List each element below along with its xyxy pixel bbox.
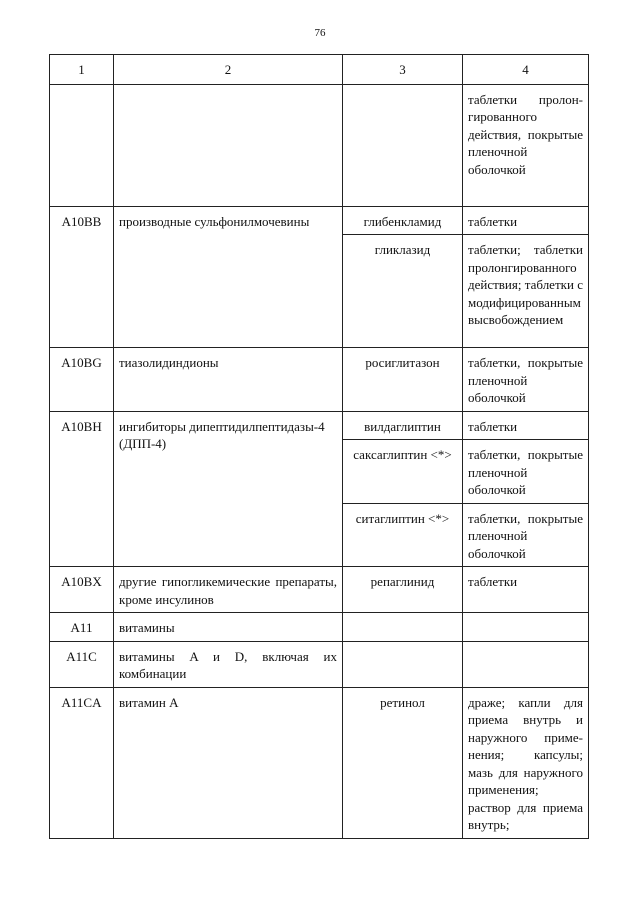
drug-cell — [343, 613, 463, 642]
table-row — [50, 613, 589, 642]
group-cell: тиазолидиндионы — [114, 348, 343, 412]
group-cell — [114, 84, 343, 206]
drug-cell: вилдаглиптин — [343, 411, 463, 440]
table-row — [50, 687, 589, 838]
page-number: 76 — [314, 27, 326, 39]
column-header-3: 3 — [343, 55, 463, 85]
dosage-form-cell: таблетки — [463, 567, 589, 613]
atc-code-cell: A11C — [50, 641, 114, 687]
group-cell: ингибиторы дипептидилпептидазы-4 (ДПП-4) — [114, 411, 343, 567]
drug-cell: репаглинид — [343, 567, 463, 613]
dosage-form-cell: таблетки; таблетки пролонгированного действия; таблетки с модифицированным высвобождением — [463, 235, 589, 348]
atc-code-cell: A10BH — [50, 411, 114, 567]
group-cell: другие гипогликемические препараты, кроме инсулинов — [114, 567, 343, 613]
table-row — [50, 206, 589, 235]
atc-code-cell: A10BB — [50, 206, 114, 348]
dosage-form-cell: таблетки — [463, 206, 589, 235]
atc-code-cell — [50, 84, 114, 206]
atc-code-cell: A10BG — [50, 348, 114, 412]
drug-table — [49, 54, 589, 839]
drug-cell — [343, 84, 463, 206]
table-row — [50, 348, 589, 412]
drug-cell: ретинол — [343, 687, 463, 838]
dosage-form-cell: таблетки пролонгированного действия, покрытые пленочной оболочкой — [463, 84, 589, 206]
drug-cell: ситаглиптин <*> — [343, 503, 463, 567]
column-header-4: 4 — [463, 55, 589, 85]
group-cell: производные сульфонилмочевины — [114, 206, 343, 348]
table-row — [50, 84, 589, 206]
table-row — [50, 641, 589, 687]
drug-cell — [343, 641, 463, 687]
drug-cell: саксаглиптин <*> — [343, 440, 463, 504]
atc-code-cell: A11CA — [50, 687, 114, 838]
drug-cell: глибенкламид — [343, 206, 463, 235]
column-header-2: 2 — [114, 55, 343, 85]
dosage-form-cell: таблетки, покрытые пленочной оболочкой — [463, 440, 589, 504]
table-row — [50, 411, 589, 440]
group-cell: витамины A и D, включая их комбинации — [114, 641, 343, 687]
atc-code-cell: A10BX — [50, 567, 114, 613]
atc-code-cell: A11 — [50, 613, 114, 642]
dosage-form-cell: таблетки, покрытые пленочной оболочкой — [463, 503, 589, 567]
column-header-1: 1 — [50, 55, 114, 85]
dosage-form-cell — [463, 613, 589, 642]
drug-cell: росиглитазон — [343, 348, 463, 412]
dosage-form-cell — [463, 641, 589, 687]
dosage-form-cell: таблетки — [463, 411, 589, 440]
group-cell: витамины — [114, 613, 343, 642]
group-cell: витамин A — [114, 687, 343, 838]
table-row — [50, 567, 589, 613]
header-row — [50, 55, 589, 85]
dosage-form-cell: таблетки, покрытые пленочной оболочкой — [463, 348, 589, 412]
dosage-form-cell: драже; капли для приема внутрь и наружного применения; капсулы; мазь для наружного применения; раствор для приема внутрь; — [463, 687, 589, 838]
drug-cell: гликлазид — [343, 235, 463, 348]
